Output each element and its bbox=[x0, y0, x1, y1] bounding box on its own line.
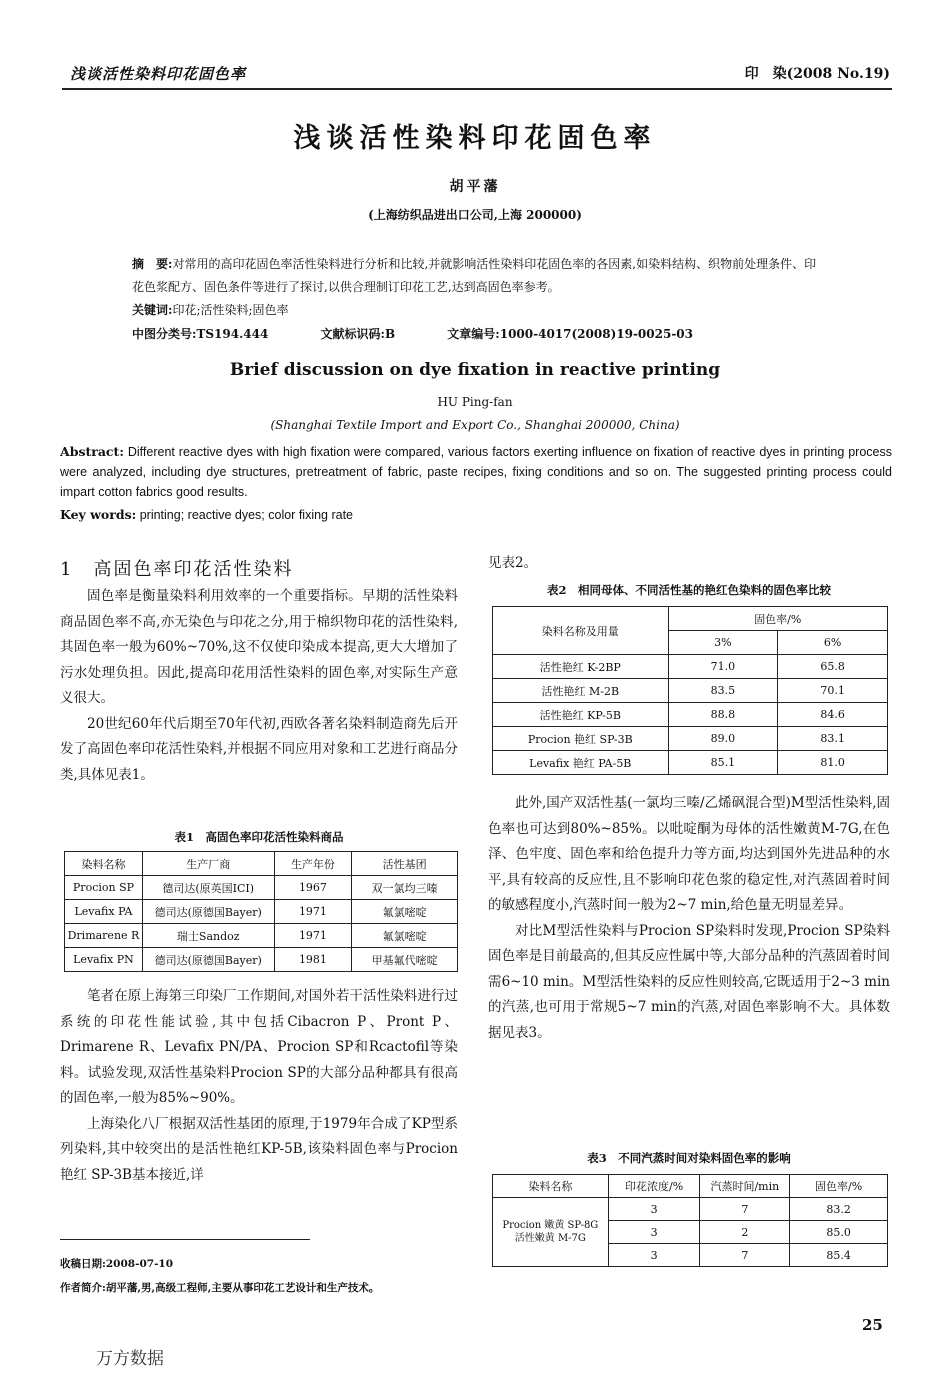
english-affiliation: (Shanghai Textile Import and Export Co., Shanghai 200000, China) bbox=[270, 418, 680, 432]
table-row: 活性艳红 M-2B 83.5 70.1 bbox=[493, 679, 888, 703]
left-column-bottom bbox=[60, 984, 458, 1188]
table-row: Drimarene R 瑞士Sandoz 1971 氟氯嘧啶 bbox=[65, 924, 458, 948]
table1 bbox=[64, 851, 458, 972]
zh-keywords-label: 关键词: bbox=[132, 303, 173, 317]
table-row: 活性艳红 K-2BP 71.0 65.8 bbox=[493, 655, 888, 679]
table-header-row: 染料名称 印花浓度/% 汽蒸时间/min 固色率/% bbox=[493, 1175, 888, 1198]
english-title: Brief discussion on dye fixation in reactive printing bbox=[229, 360, 721, 380]
left-column-top bbox=[60, 584, 458, 788]
running-title: 浅谈活性染料印花固色率 bbox=[70, 65, 247, 83]
english-keywords bbox=[60, 507, 892, 522]
affiliation: (上海纺织品进出口公司,上海 200000) bbox=[368, 208, 582, 222]
author-bio: 作者简介:胡平藩,男,高级工程师,主要从事印花工艺设计和生产技术。 bbox=[60, 1282, 380, 1294]
table-header-row: 染料名称 生产厂商 生产年份 活性基团 bbox=[65, 852, 458, 876]
english-abstract bbox=[60, 442, 892, 502]
footnote-rule bbox=[60, 1239, 310, 1240]
english-author: HU Ping-fan bbox=[437, 395, 513, 409]
english-keywords-label: Key words: bbox=[60, 507, 137, 522]
table-row: Procion SP 德司达(原英国ICI) 1967 双一氯均三嗪 bbox=[65, 876, 458, 900]
watermark-text: 万方数据 bbox=[96, 1349, 164, 1369]
paragraph: 上海染化八厂根据双活性基团的原理,于1979年合成了KP型系列染料,其中较突出的是活性艳红KP-5B,该染料固色率与Procion 艳红 SP-3B基本接近,详 bbox=[60, 1115, 458, 1183]
paragraph: 固色率是衡量染料利用效率的一个重要指标。早期的活性染料商品固色率不高,亦无染色与印花之分,用于棉织物印花的活性染料,其固色率一般为60%~70%,这不仅使印染成本提高,更大大增加了污水处理负担。因此,提高印花用活性染料的固色率,对实际生产意义很大。 bbox=[60, 588, 458, 706]
table3-caption: 表3 不同汽蒸时间对染料固色率的影响 bbox=[587, 1151, 791, 1165]
english-abstract-text: Different reactive dyes with high fixation were compared, various factors exerting influence on fixation of reactive dyes in printing process were analyzed, including dye structures, pretreatment of fabric, paste recipes, fixing conditions and so on. The suggested printing process could impart cotton fabrics good results. bbox=[60, 445, 892, 499]
received-date: 收稿日期:2008-07-10 bbox=[60, 1258, 174, 1270]
table-row: Levafix 艳红 PA-5B 85.1 81.0 bbox=[493, 751, 888, 775]
table-row: 3 2 85.0 bbox=[493, 1221, 888, 1244]
table-row: Levafix PA 德司达(原德国Bayer) 1971 氟氯嘧啶 bbox=[65, 900, 458, 924]
table-row: 活性艳红 KP-5B 88.8 84.6 bbox=[493, 703, 888, 727]
paragraph: 20世纪60年代后期至70年代初,西欧各著名染料制造商先后开发了高固色率印花活性染料,并根据不同应用对象和工艺进行商品分类,具体见表1。 bbox=[60, 715, 458, 783]
paragraph: 此外,国产双活性基(一氯均三嗪/乙烯砜混合型)M型活性染料,固色率也可达到80%~85%。以吡啶酮为母体的活性嫩黄M-7G,在色泽、色牢度、固色率和给色提升力等方面,均达到国外先进品种的水平,具有较高的反应性,且不影响印花色浆的稳定性,对汽蒸固着时间的敏感程度小,汽蒸时间一般为2~7 min,给色量无明显差异。 bbox=[488, 795, 890, 913]
english-keywords-text: printing; reactive dyes; color fixing rate bbox=[139, 508, 354, 522]
table-header-row: 3% 6% bbox=[493, 631, 888, 655]
right-column-top bbox=[488, 551, 890, 577]
header-rule bbox=[62, 88, 892, 90]
section-heading: 1 高固色率印花活性染料 bbox=[60, 559, 294, 580]
page-number: 25 bbox=[862, 1316, 883, 1334]
zh-abstract-text: 对常用的高印花固色率活性染料进行分析和比较,并就影响活性染料印花固色率的各因素,如染料结构、织物前处理条件、印花色浆配方、固色条件等进行了探讨,以供合理制订印花工艺,达到高固色率参考。 bbox=[132, 257, 817, 294]
table-row: Procion 嫩黄 SP-8G 活性嫩黄 M-7G 3 7 83.2 bbox=[493, 1198, 888, 1221]
english-abstract-label: Abstract: bbox=[60, 444, 124, 459]
paper-title: 浅谈活性染料印花固色率 bbox=[293, 123, 657, 154]
article-number: 文章编号:1000-4017(2008)19-0025-03 bbox=[447, 327, 694, 341]
table-row: Levafix PN 德司达(原德国Bayer) 1981 甲基氟代嘧啶 bbox=[65, 948, 458, 972]
table-row: 3 7 85.4 bbox=[493, 1244, 888, 1267]
zh-abstract-label: 摘 要: bbox=[132, 257, 173, 271]
zh-keywords-text: 印花;活性染料;固色率 bbox=[172, 303, 289, 317]
paragraph: 见表2。 bbox=[488, 555, 538, 571]
classification-line bbox=[132, 325, 832, 342]
table2 bbox=[492, 606, 888, 775]
paragraph: 对比M型活性染料与Procion SP染料时发现,Procion SP染料固色率是目前最高的,但其反应性属中等,大部分品种的汽蒸固着时间需6~10 min。M型活性染料的反应性则较高,它既适用于2~3 min的汽蒸,也可用于常规5~7 min的汽蒸,对固色率影响不大。具体数据见表3。 bbox=[488, 922, 890, 1041]
dye-name-cell: Procion 嫩黄 SP-8G 活性嫩黄 M-7G bbox=[493, 1198, 609, 1267]
paragraph: 笔者在原上海第三印染厂工作期间,对国外若干活性染料进行过系统的印花性能试验,其中包括Cibacron P、Pront P、Drimarene R、Levafix PN/PA、Procion SP和Rcactofil等染料。试验发现,双活性基染料Procion SP的大部分品种都具有很高的固色率,一般为85%~90%。 bbox=[60, 988, 458, 1106]
table3 bbox=[492, 1174, 888, 1267]
journal-issue: 印 染(2008 No.19) bbox=[744, 66, 890, 82]
doc-code: 文献标识码:B bbox=[320, 327, 396, 341]
table-header-row: 染料名称及用量 固色率/% bbox=[493, 607, 888, 631]
right-column-middle bbox=[488, 791, 890, 1046]
table2-caption: 表2 相同母体、不同活性基的艳红色染料的固色率比较 bbox=[547, 583, 831, 597]
table1-caption: 表1 高固色率印花活性染料商品 bbox=[174, 830, 344, 844]
zh-abstract bbox=[132, 253, 820, 322]
author: 胡平藩 bbox=[449, 179, 501, 195]
class-number: 中图分类号:TS194.444 bbox=[132, 327, 269, 341]
table-row: Procion 艳红 SP-3B 89.0 83.1 bbox=[493, 727, 888, 751]
